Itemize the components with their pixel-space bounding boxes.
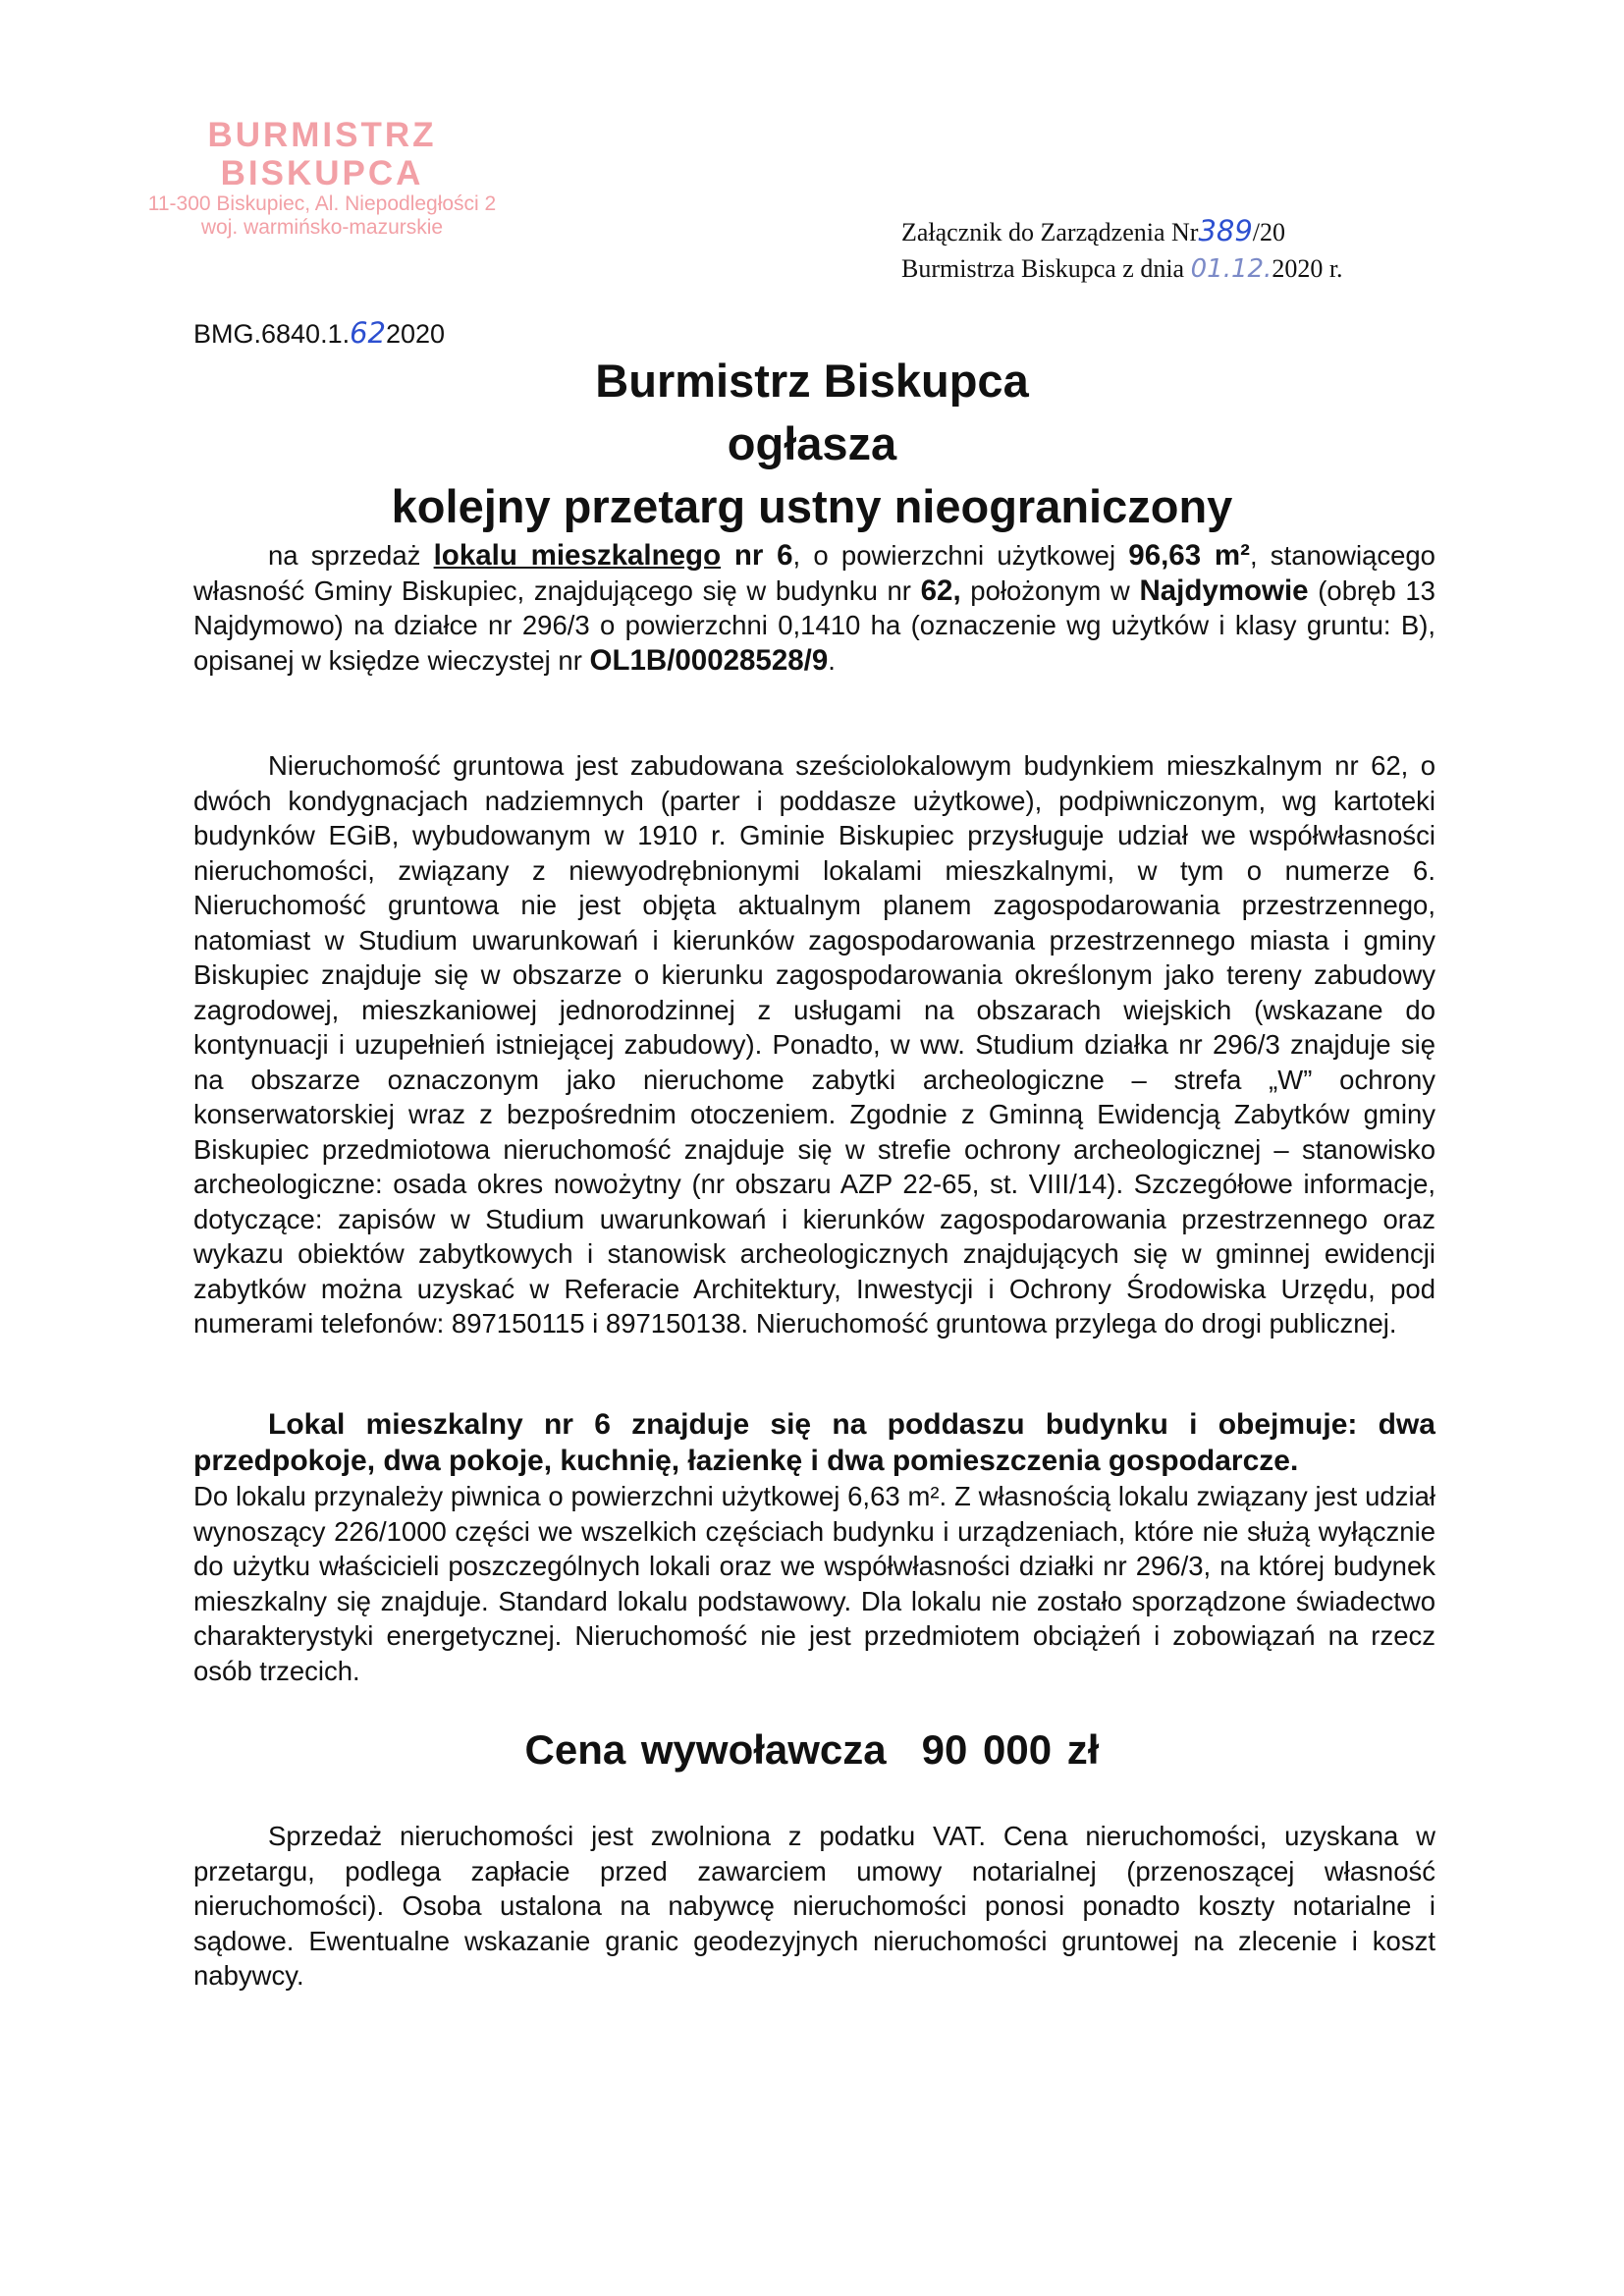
intro-land-register: OL1B/00028528/9 <box>589 643 829 677</box>
apartment-block <box>193 1406 1435 1688</box>
closing-block <box>193 1819 1435 1994</box>
closing-paragraph: Sprzedaż nieruchomości jest zwolniona z podatku VAT. Cena nieruchomości, uzyskana w przetargu, podlega zapłacie przed zawarciem umowy notarialnej (przenoszącej własność nieruchomości). Osoba ustalona na nabywcę nieruchomości ponosi ponadto koszty notarialne i sądowe. Ewentualne wskazanie granic geodezyjnych nieruchomości gruntowej na zlecenie i koszt nabywcy. <box>193 1821 1435 1991</box>
attachment-date-label: Burmistrza Biskupca z dnia <box>901 254 1191 284</box>
intro-text-1: na sprzedaż <box>268 540 434 571</box>
intro-paragraph <box>193 538 1435 678</box>
stamp-address: 11-300 Biskupiec, Al. Niepodległości 2 <box>147 192 497 216</box>
official-stamp <box>116 116 528 239</box>
description-paragraph: Nieruchomość gruntowa jest zabudowana sześciolokalowym budynkiem mieszkalnym nr 62, o dwóch kondygnacjach nadziemnych (parter i poddasze użytkowe), podpiwniczonym, wg kartoteki budynków EGiB, wybudowanym w 1910 r. Gminie Biskupiec przysługuje udział we współwłasności nieruchomości, związany z niewyodrębnionymi lokalami mieszkalnymi, w tym o numerze 6. Nieruchomość gruntowa nie jest objęta aktualnym planem zagospodarowania przestrzennego, natomiast w Studium uwarunkowań i kierunków zagospodarowania przestrzennego miasta i gminy Biskupiec znajduje się w obszarze o kierunku zagospodarowania określonym jako tereny zabudowy zagrodowej, mieszkaniowej jednorodzinnej z usługami na obszarach wiejskich (wskazane do kontynuacji i uzupełnień istniejącej zabudowy). Ponadto, w ww. Studium działka nr 296/3 znajduje się na obszarze oznaczonym jako nieruchome zabytki archeologiczne – strefa „W” ochrony konserwatorskiej wraz z bezpośrednim otoczeniem. Zgodnie z Gminną Ewidencją Zabytków gminy Biskupiec przedmiotowa nieruchomość znajduje się w strefie ochrony archeologicznej – stanowisko archeologiczne: osada okres nowożytny (nr obszaru AZP 22-65, st. VIII/14). Szczegółowe informacje, dotyczące: zapisów w Studium uwarunkowań i kierunków zagospodarowania przestrzennego oraz wykazu obiektów zabytkowych i stanowisk archeologicznych znajdujących się w gminnej ewidencji zabytków można uzyskać w Referacie Architektury, Inwestycji i Ochrony Środowiska Urzędu, pod numerami telefonów: 897150115 i 897150138. Nieruchomość gruntowa przylega do drogi publicznej. <box>193 750 1435 1339</box>
intro-text-2: , o powierzchni użytkowej <box>792 540 1129 571</box>
starting-price <box>0 1726 1624 1774</box>
heading-announces: ogłasza <box>727 417 897 469</box>
intro-subject: lokalu mieszkalnego <box>433 539 722 572</box>
reference-prefix: BMG.6840.1. <box>193 319 351 349</box>
stamp-region: woj. warmińsko-mazurskie <box>200 215 444 239</box>
intro-area: 96,63 m² <box>1128 539 1250 572</box>
stamp-title: BURMISTRZ BISKUPCA <box>207 116 437 193</box>
attachment-order-year: /20 <box>1252 218 1286 246</box>
attachment-date-year: 2020 r. <box>1272 254 1343 284</box>
intro-text-6: . <box>828 644 836 676</box>
intro-unit-number: nr 6 <box>721 539 793 572</box>
attachment-order-label: Załącznik do Zarządzenia Nr <box>901 218 1199 246</box>
price-label: Cena wywoławcza <box>524 1726 887 1773</box>
intro-text-5: (obręb 13 Najdymowo) na działce nr 296/3 o powierzchni 0,1410 ha (oznaczenie wg użytków i klasy gruntu: B), opisanej w księdze wieczystej nr <box>193 574 1435 676</box>
case-reference <box>193 316 445 350</box>
intro-text-4: położonym w <box>960 574 1140 606</box>
intro-block <box>193 538 1435 678</box>
price-value: 90 000 zł <box>921 1726 1100 1773</box>
intro-building-number: 62, <box>920 574 961 607</box>
attachment-note <box>901 211 1343 288</box>
attachment-line-2 <box>901 251 1343 288</box>
description-block <box>193 748 1435 1341</box>
handwritten-date: 01.12. <box>1190 254 1272 285</box>
apartment-summary: Lokal mieszkalny nr 6 znajduje się na poddaszu budynku i obejmuje: dwa przedpokoje, dwa pokoje, kuchnię, łazienkę i dwa pomieszczenia gospodarcze. <box>193 1408 1435 1477</box>
intro-village: Najdymowie <box>1139 574 1309 607</box>
apartment-details: Do lokalu przynależy piwnica o powierzchni użytkowej 6,63 m². Z własnością lokalu związany jest udział wynoszący 226/1000 części we wszelkich częściach budynku i urządzeniach, które nie służą wyłącznie do użytku właścicieli poszczególnych lokali oraz we współwłasności działki nr 296/3, na której budynek mieszkalny się znajduje. Standard lokalu podstawowy. Dla lokalu nie zostało sporządzone świadectwo charakterystyki energetycznej. Nieruchomość nie jest przedmiotem obciążeń i zobowiązań na rzecz osób trzecich. <box>193 1481 1435 1686</box>
handwritten-reference-number: 62 <box>350 316 386 350</box>
reference-year: 2020 <box>386 319 446 349</box>
heading-mayor: Burmistrz Biskupca <box>595 355 1029 407</box>
handwritten-order-number: 389 <box>1198 214 1253 247</box>
intro-text-3: , stanowiącego własność Gminy Biskupiec, znajdującego się w budynku nr <box>193 540 1435 606</box>
heading-tender: kolejny przetarg ustny nieograniczony <box>391 480 1233 532</box>
attachment-line-1 <box>901 211 1343 251</box>
